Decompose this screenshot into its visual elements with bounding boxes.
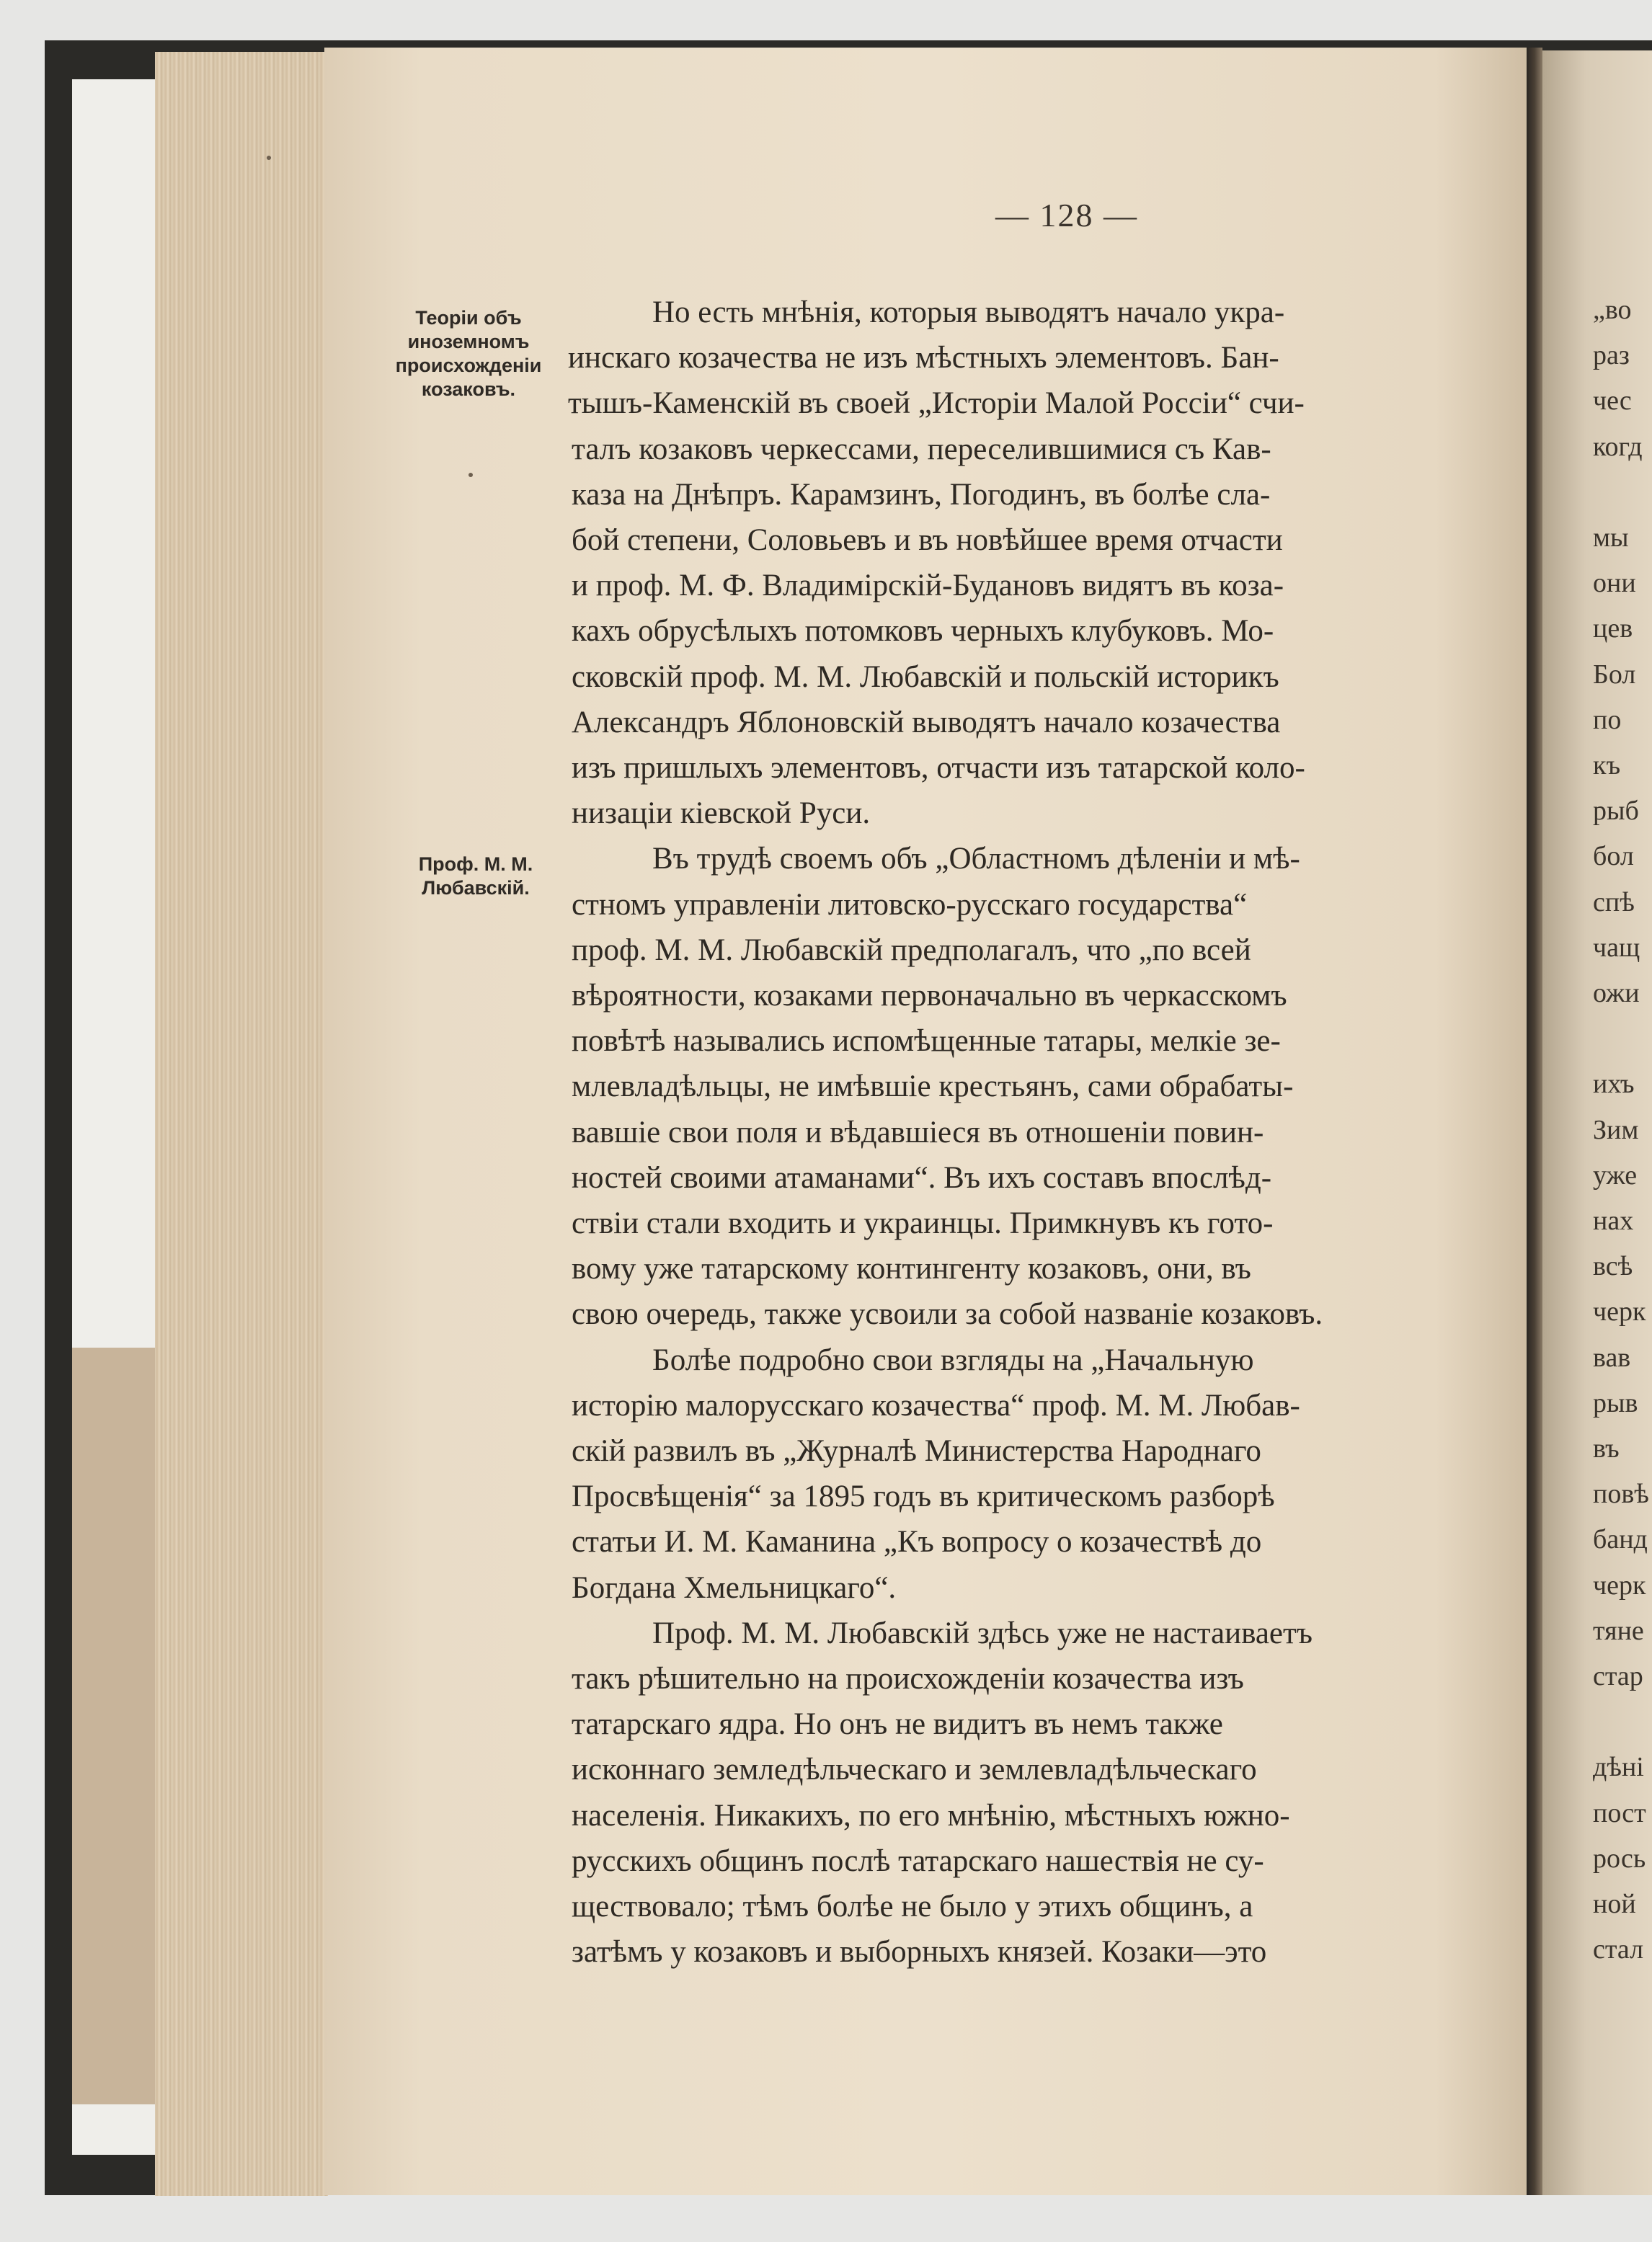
text-line: такъ рѣшительно на происхожденiи козачества изъ — [572, 1662, 1244, 1696]
facing-text-line: Бол — [1593, 659, 1636, 690]
text-line: ствiи стали входить и украинцы. Примкнувъ къ гото- — [572, 1206, 1274, 1240]
text-line: Александръ Яблоновскiй выводятъ начало козачества — [572, 705, 1281, 739]
text-line: населенiя. Никакихъ, по его мнѣнiю, мѣстныхъ южно- — [572, 1798, 1290, 1833]
facing-text-line: бол — [1593, 841, 1634, 872]
facing-text-line: стал — [1593, 1934, 1644, 1965]
text-line: Богдана Хмельницкаго“. — [572, 1570, 897, 1605]
text-line: статьи И. М. Каманина „Къ вопросу о козачествѣ до — [572, 1525, 1262, 1560]
text-line: русскихъ общинъ послѣ татарскаго нашествiя не су- — [572, 1843, 1264, 1878]
facing-text-line: мы — [1593, 522, 1629, 553]
text-line: повѣтѣ назывались испомѣщенные татары, мелкiе зе- — [572, 1024, 1281, 1059]
text-line: Просвѣщенiя“ за 1895 годъ въ критическомъ разборѣ — [572, 1480, 1275, 1514]
text-line: татарскаго ядра. Но онъ не видитъ въ немъ также — [572, 1707, 1223, 1742]
text-line: вавшiе свои поля и вѣдавшiеся въ отношенiи повин- — [572, 1115, 1264, 1149]
text-line: вѣроятности, козаками первоначально въ черкасскомъ — [572, 979, 1287, 1013]
facing-text-line: черк — [1593, 1296, 1646, 1327]
facing-text-line: они — [1593, 568, 1636, 599]
text-line: проф. М. М. Любавскiй предполагалъ, что „по всей — [572, 933, 1251, 967]
text-line: талъ козаковъ черкессами, переселившимися съ Кав- — [572, 432, 1271, 466]
facing-text-line: всѣ — [1593, 1251, 1633, 1282]
text-line: Но есть мнѣнiя, которыя выводятъ начало укра- — [652, 295, 1285, 329]
facing-text-line: спѣ — [1593, 886, 1635, 917]
text-line: ностей своими атаманами“. Въ ихъ составъ впослѣд- — [572, 1160, 1272, 1195]
facing-text-line: стар — [1593, 1661, 1643, 1691]
text-line: изъ пришлыхъ элементовъ, отчасти изъ татарской коло- — [572, 751, 1305, 785]
facing-text-line: ожи — [1593, 978, 1640, 1008]
facing-text-line: ной — [1593, 1889, 1636, 1919]
text-line: и проф. М. Ф. Владимiрскiй-Будановъ видятъ въ коза- — [572, 569, 1284, 603]
facing-text-line: раз — [1593, 340, 1630, 371]
text-line: инскаго козачества не изъ мѣстныхъ элементовъ. Бан- — [568, 341, 1279, 375]
facing-text-line: черк — [1593, 1570, 1646, 1601]
margin-note-theories: Теорiи объ иноземномъ происхожденiи козаковъ. — [395, 307, 542, 400]
facing-text-line: рыв — [1593, 1387, 1638, 1418]
text-line: каза на Днѣпръ. Карамзинъ, Погодинъ, въ болѣе сла- — [572, 477, 1271, 512]
text-line: млевладѣльцы, не имѣвшiе крестьянъ, сами обрабаты- — [572, 1069, 1294, 1104]
text-line: ществовало; тѣмъ болѣе не было у этихъ общинъ, а — [572, 1890, 1253, 1923]
facing-text-line: дѣнi — [1593, 1752, 1644, 1783]
facing-text-line: рось — [1593, 1843, 1646, 1874]
text-line: сковскiй проф. М. М. Любавскiй и польскiй историкъ — [572, 659, 1279, 694]
facing-text-line: вав — [1593, 1342, 1631, 1373]
text-line: вому уже татарскому контингенту козаковъ, они, въ — [572, 1252, 1251, 1286]
text-line: Въ трудѣ своемъ объ „Областномъ дѣленiи и мѣ- — [652, 842, 1300, 876]
facing-text-line: уже — [1593, 1160, 1638, 1191]
facing-text-line: ихъ — [1593, 1069, 1635, 1100]
text-line: свою очередь, также усвоили за собой названiе козаковъ. — [572, 1297, 1323, 1332]
facing-text-line: чес — [1593, 386, 1632, 417]
facing-text-line: чащ — [1593, 932, 1640, 963]
facing-text-line: когд — [1593, 431, 1643, 462]
text-line: скiй развилъ въ „Журналѣ Министерства Народнаго — [572, 1434, 1261, 1468]
facing-text-line: „во — [1593, 295, 1632, 325]
text-line: исконнаго земледѣльческаго и землевладѣльческаго — [572, 1753, 1257, 1787]
facing-text-line: пост — [1593, 1797, 1646, 1828]
facing-text-line: тяне — [1593, 1615, 1644, 1646]
text-line: затѣмъ у козаковъ и выборныхъ князей. Козаки—это — [572, 1935, 1267, 1970]
facing-text-line: къ — [1593, 750, 1621, 780]
text-line: бой степени, Соловьевъ и въ новѣйшее время отчасти — [572, 523, 1283, 557]
margin-note-lyubavsky: Проф. М. М. Любавскiй. — [418, 853, 533, 899]
text-line: стномъ управленiи литовско-русскаго государства“ — [572, 887, 1248, 922]
text-line: тышъ-Каменскiй въ своей „Исторiи Малой Россiи“ счи- — [568, 386, 1305, 421]
facing-text-line: банд — [1593, 1524, 1648, 1555]
page-number: — 128 — — [995, 197, 1138, 233]
facing-text-line: въ — [1593, 1433, 1620, 1464]
text-line: низацiи кiевской Руси. — [572, 796, 871, 831]
facing-text-line: цев — [1593, 613, 1633, 644]
facing-text-line: нах — [1593, 1206, 1634, 1236]
text-line: Проф. М. М. Любавскiй здѣсь уже не настаиваетъ — [652, 1616, 1313, 1650]
facing-text-line: рыб — [1593, 796, 1639, 827]
text-line: исторiю малорусскаго козачества“ проф. М. М. Любав- — [572, 1388, 1300, 1423]
text-line: кахъ обрусѣлыхъ потомковъ черныхъ клубуковъ. Мо- — [572, 614, 1274, 649]
facing-text-line: Зим — [1593, 1114, 1639, 1145]
text-line: Болѣе подробно свои взгляды на „Начальную — [652, 1343, 1254, 1377]
facing-text-line: повѣ — [1593, 1479, 1649, 1510]
facing-text-line: по — [1593, 704, 1622, 735]
